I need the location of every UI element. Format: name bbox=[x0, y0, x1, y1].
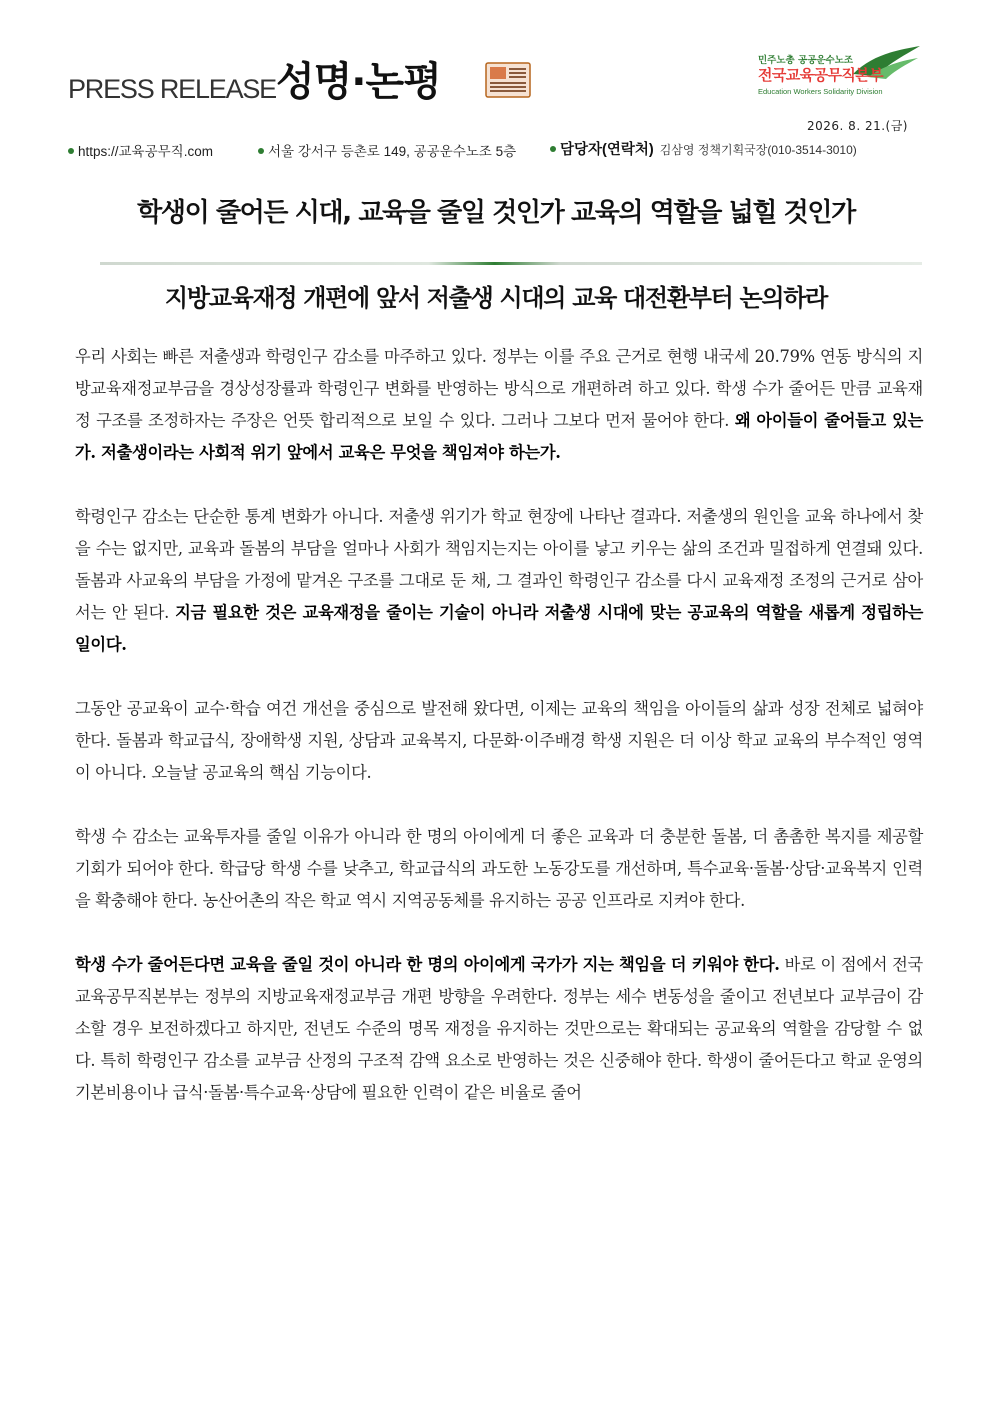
paragraph-3 bbox=[75, 693, 923, 789]
paragraph-2-emphasis: 지금 필요한 것은 교육재정을 줄이는 기술이 아니라 저출생 시대에 맞는 공교육의 역할을 새롭게 정립하는 일이다. bbox=[75, 603, 924, 654]
website-link[interactable]: https://교육공무직.com bbox=[78, 144, 213, 159]
title-divider bbox=[100, 262, 922, 265]
bullet-icon bbox=[550, 146, 556, 152]
paragraph-4 bbox=[75, 821, 923, 917]
paragraph-2-text: 학령인구 감소는 단순한 통계 변화가 아니다. 저출생 위기가 학교 현장에 나타난 결과다. 저출생의 원인을 교육 하나에서 찾을 수는 없지만, 교육과 돌봄의 부담을 얼마나 사회가 책임지는지는 아이를 낳고 키우는 삶의 조건과 밀접하게 연결돼 있다. 돌봄과 사교육의 부담을 가정에 맡겨온 구조를 그대로 둔 채, 그 결과인 학령인구 감소를 다시 교육재정 조정의 근거로 삼아서는 안 된다. bbox=[75, 507, 923, 622]
organization-logo bbox=[748, 44, 923, 104]
contact-value: 김삼영 정책기획국장(010-3514-3010) bbox=[659, 143, 857, 157]
bullet-icon bbox=[258, 148, 264, 154]
org-top-line: 민주노총 공공운수노조 bbox=[758, 55, 854, 66]
org-name: 전국교육공무직본부 bbox=[758, 66, 884, 84]
bullet-icon bbox=[68, 148, 74, 154]
press-release-header bbox=[0, 0, 992, 170]
statement-title: 성명·논평 bbox=[276, 59, 441, 105]
paragraph-1-emphasis: 왜 아이들이 줄어들고 있는가. 저출생이라는 사회적 위기 앞에서 교육은 무엇을 책임져야 하는가. bbox=[75, 411, 923, 462]
contact-label: 담당자(연락처) bbox=[560, 142, 654, 158]
contact-info-row bbox=[68, 140, 928, 160]
contact-item bbox=[550, 138, 857, 159]
org-english-name: Education Workers Solidarity Division bbox=[758, 87, 883, 96]
newspaper-icon bbox=[484, 60, 534, 100]
release-date: 2026. 8. 21.(금) bbox=[807, 119, 908, 133]
website-item[interactable] bbox=[68, 140, 213, 160]
paragraph-1-text: 우리 사회는 빠른 저출생과 학령인구 감소를 마주하고 있다. 정부는 이를 주요 근거로 현행 내국세 20.79% 연동 방식의 지방교육재정교부금을 경상성장률과 학령인구 변화를 반영하는 방식으로 개편하려 하고 있다. 학생 수가 줄어든 만큼 교육재정 구조를 조정하자는 주장은 언뜻 합리적으로 보일 수 있다. 그러나 그보다 먼저 물어야 한다. bbox=[75, 347, 923, 430]
paragraph-2 bbox=[75, 501, 923, 661]
paragraph-3-text: 그동안 공교육이 교수·학습 여건 개선을 중심으로 발전해 왔다면, 이제는 교육의 책임을 아이들의 삶과 성장 전체로 넓혀야 한다. 돌봄과 학교급식, 장애학생 지원, 상담과 교육복지, 다문화·이주배경 학생 지원은 더 이상 학교 교육의 부수적인 영역이 아니다. 오늘날 공교육의 핵심 기능이다. bbox=[75, 699, 923, 782]
press-release-label: PRESS RELEASE bbox=[68, 74, 276, 104]
sub-headline: 지방교육재정 개편에 앞서 저출생 시대의 교육 대전환부터 논의하라 bbox=[164, 284, 828, 312]
address-text: 서울 강서구 등촌로 149, 공공운수노조 5층 bbox=[268, 144, 517, 159]
paragraph-1 bbox=[75, 341, 923, 469]
address-item bbox=[258, 140, 516, 160]
paragraph-5 bbox=[75, 949, 923, 1109]
main-headline: 학생이 줄어든 시대, 교육을 줄일 것인가 교육의 역할을 넓힐 것인가 bbox=[137, 198, 855, 228]
paragraph-4-text: 학생 수 감소는 교육투자를 줄일 이유가 아니라 한 명의 아이에게 더 좋은 교육과 더 충분한 돌봄, 더 촘촘한 복지를 제공할 기회가 되어야 한다. 학급당 학생 수를 낮추고, 학교급식의 과도한 노동강도를 개선하며, 특수교육·돌봄·상담·교육복지 인력을 확충해야 한다. 농산어촌의 작은 학교 역시 지역공동체를 유지하는 공공 인프라로 지켜야 한다. bbox=[75, 827, 923, 910]
paragraph-5-text: 바로 이 점에서 전국교육공무직본부는 정부의 지방교육재정교부금 개편 방향을 우려한다. 정부는 세수 변동성을 줄이고 전년보다 교부금이 감소할 경우 보전하겠다고 하지만, 전년도 수준의 명목 재정을 유지하는 것만으로는 확대되는 공교육의 역할을 감당할 수 없다. 특히 학령인구 감소를 교부금 산정의 구조적 감액 요소로 반영하는 것은 신중해야 한다. 학생이 줄어든다고 학교 운영의 기본비용이나 급식·돌봄·특수교육·상담에 필요한 인력이 같은 비율로 줄어 bbox=[75, 955, 923, 1102]
article-body bbox=[75, 341, 923, 1141]
paragraph-5-emphasis: 학생 수가 줄어든다면 교육을 줄일 것이 아니라 한 명의 아이에게 국가가 지는 책임을 더 키워야 한다. bbox=[75, 955, 780, 974]
